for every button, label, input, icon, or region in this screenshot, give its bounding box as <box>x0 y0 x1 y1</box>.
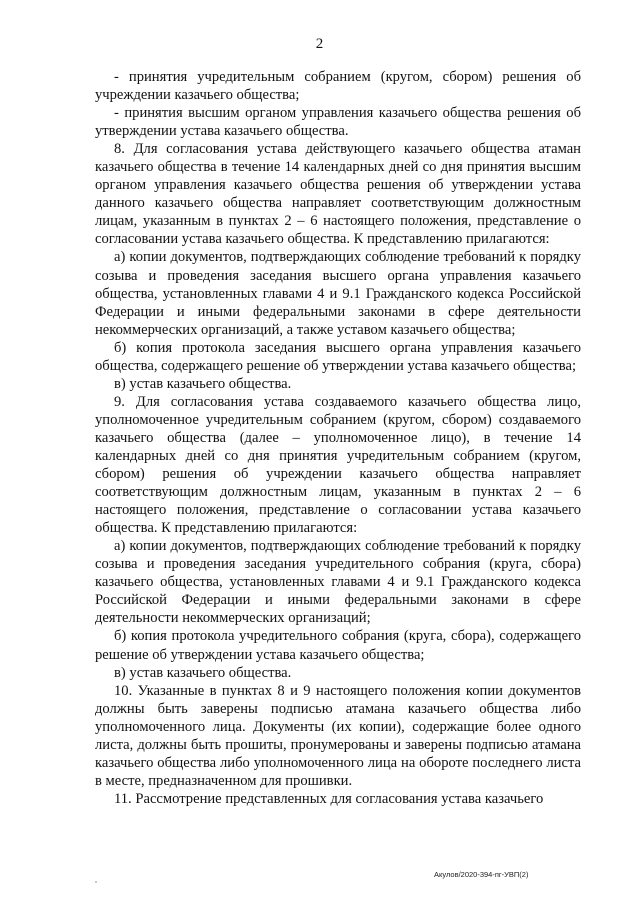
document-body <box>95 68 581 808</box>
paragraph-item-8v: в) устав казачьего общества. <box>114 375 292 392</box>
paragraph-dash-2: - принятия высшим органом управления казачьего общества решения об утверждении устава казачьего общества. <box>95 105 581 140</box>
paragraph-item-9v: в) устав казачьего общества. <box>114 664 292 681</box>
paragraph-item-11: 11. Рассмотрение представленных для согласования устава казачьего <box>114 790 544 807</box>
paragraph-item-9b: б) копия протокола учредительного собрания (круга, сбора), содержащего решение об утверждении устава казачьего общества; <box>95 628 581 663</box>
scan-mark <box>95 881 97 883</box>
paragraph-item-8a: а) копии документов, подтверждающих соблюдение требований к порядку созыва и проведения заседания высшего органа управления казачьего общества, установленных главами 4 и 9.1 Гражданского кодекса Российской Федерации и иными федеральными законами в сфере деятельности некоммерческих организаций, а также уставом казачьего общества; <box>95 249 581 338</box>
paragraph-item-8: 8. Для согласования устава действующего казачьего общества атаман казачьего общества в течение 14 календарных дней со дня принятия высшим органом управления казачьего общества решения об утверждении устава данного казачьего общества направляет соответствующим должностным лицам, указанным в пунктах 2 – 6 настоящего положения, представление о согласовании устава казачьего общества. К представлению прилагаются: <box>95 141 581 248</box>
paragraph-dash-1: - принятия учредительным собранием (кругом, сбором) решения об учреждении казачьего общества; <box>95 69 581 104</box>
paragraph-item-9a: а) копии документов, подтверждающих соблюдение требований к порядку созыва и проведения заседания учредительного собрания (круга, сбора) казачьего общества, установленных главами 4 и 9.1 Гражданского кодекса Российской Федерации и иными федеральными законами в сфере деятельности некоммерческих организаций; <box>95 538 581 627</box>
paragraph-item-8b: б) копия протокола заседания высшего органа управления казачьего общества, содержащего решение об утверждении устава казачьего общества; <box>95 339 581 374</box>
paragraph-item-10: 10. Указанные в пунктах 8 и 9 настоящего положения копии документов должны быть заверены подписью атамана казачьего общества либо уполномоченного лица. Документы (их копии), содержащие более одного листа, должны быть прошиты, пронумерованы и заверены подписью атамана казачьего общества либо уполномоченного лица на обороте последнего листа в месте, предназначенном для прошивки. <box>95 682 581 789</box>
paragraph-item-9: 9. Для согласования устава создаваемого казачьего общества лицо, уполномоченное учредительным собранием (кругом, сбором) создаваемого казачьего общества (далее – уполномоченное лицо), в течение 14 календарных дней со дня принятия учредительным собранием (кругом, сбором) решения об учреждении казачьего общества направляет соответствующим должностным лицам, указанным в пунктах 2 – 6 настоящего положения, представление о согласовании устава казачьего общества. К представлению прилагаются: <box>95 393 581 537</box>
page-number: 2 <box>315 36 324 52</box>
footer-code: Акулов/2020-394-пг-УВП(2) <box>434 870 529 879</box>
